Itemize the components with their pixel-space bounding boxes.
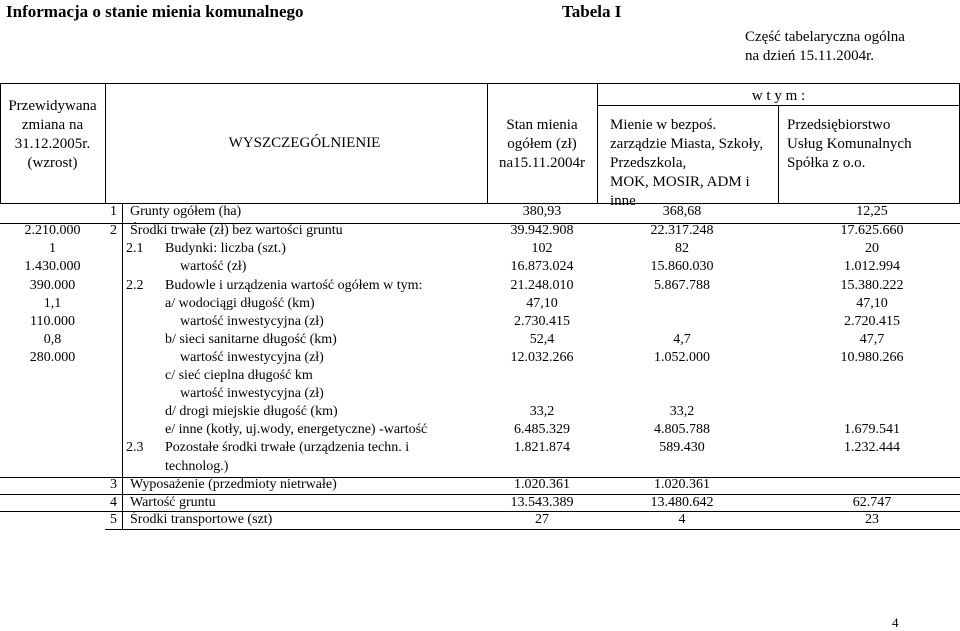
cell-przed: 20 bbox=[865, 241, 879, 256]
cell-forecast: 1 bbox=[49, 241, 56, 256]
cell-desc: Pozostałe środki trwałe (urządzenia techn. i bbox=[165, 440, 410, 455]
cell-mienie: 368,68 bbox=[662, 204, 702, 219]
divider-num bbox=[122, 203, 123, 530]
table-border-top bbox=[0, 83, 960, 84]
cell-mienie: 33,2 bbox=[669, 404, 695, 419]
cell-forecast: 1.430.000 bbox=[24, 259, 81, 274]
cell-state: 6.485.329 bbox=[514, 422, 570, 437]
header-forecast-line: zmiana na bbox=[21, 117, 84, 133]
cell-mienie: 4 bbox=[678, 512, 686, 527]
header-forecast-line: (wzrost) bbox=[27, 155, 78, 171]
cell-num: 4 bbox=[110, 495, 117, 510]
cell-desc: Środki transportowe (szt) bbox=[130, 512, 273, 527]
cell-przed: 23 bbox=[865, 512, 879, 527]
cell-przed: 10.980.266 bbox=[840, 350, 904, 365]
header-mienie-line: zarządzie Miasta, Szkoły, bbox=[610, 136, 764, 152]
header-mienie-line: Przedszkola, bbox=[610, 155, 687, 171]
cell-przed: 62.747 bbox=[852, 495, 892, 510]
cell-desc: c/ sieć cieplna długość km bbox=[165, 368, 313, 383]
cell-forecast: 390.000 bbox=[29, 278, 76, 293]
header-spec: WYSZCZEGÓLNIENIE bbox=[228, 135, 381, 151]
cell-state: 33,2 bbox=[529, 404, 555, 419]
divider-forecast bbox=[105, 83, 106, 203]
summary-line: na dzień 15.11.2004r. bbox=[745, 48, 875, 64]
cell-desc: wartość inwestycyjna (zł) bbox=[180, 314, 324, 329]
cell-state: 13.543.389 bbox=[510, 495, 574, 510]
header-przed-line: Spółka z o.o. bbox=[787, 155, 866, 171]
cell-num: 3 bbox=[110, 477, 117, 492]
divider-przed bbox=[778, 105, 779, 203]
cell-desc: a/ wodociągi długość (km) bbox=[165, 296, 315, 311]
cell-desc: Środki trwałe (zł) bez wartości gruntu bbox=[130, 223, 343, 238]
header-mienie-line: inne bbox=[610, 193, 636, 209]
cell-num: 5 bbox=[110, 512, 117, 527]
header-forecast bbox=[0, 97, 105, 173]
header-forecast-line: Przewidywana bbox=[8, 98, 97, 114]
cell-desc: wartość inwestycyjna (zł) bbox=[180, 386, 324, 401]
cell-desc: technolog.) bbox=[165, 459, 229, 474]
cell-mienie: 22.317.248 bbox=[650, 223, 714, 238]
cell-desc: Wyposażenie (przedmioty nietrwałe) bbox=[130, 477, 337, 492]
header-mienie-line: Mienie w bezpoś. bbox=[610, 117, 717, 133]
header-state-line: na15.11.2004r bbox=[498, 155, 586, 171]
document-title: Informacja o stanie mienia komunalnego bbox=[6, 2, 304, 21]
cell-mienie: 82 bbox=[675, 241, 689, 256]
header-mienie-line: MOK, MOSIR, ADM i bbox=[610, 174, 750, 190]
cell-num: 2 bbox=[110, 223, 117, 238]
cell-mienie: 4.805.788 bbox=[654, 422, 710, 437]
cell-forecast: 280.000 bbox=[29, 350, 76, 365]
cell-state: 27 bbox=[535, 512, 549, 527]
cell-przed: 47,10 bbox=[856, 296, 888, 311]
cell-przed: 47,7 bbox=[859, 332, 885, 347]
cell-przed: 1.012.994 bbox=[844, 259, 900, 274]
cell-num: 1 bbox=[110, 204, 117, 219]
cell-state: 2.730.415 bbox=[514, 314, 570, 329]
cell-state: 1.020.361 bbox=[514, 477, 570, 492]
header-przed-line: Przedsiębiorstwo bbox=[787, 117, 891, 133]
cell-forecast: 1,1 bbox=[43, 296, 62, 311]
cell-mienie: 13.480.642 bbox=[650, 495, 714, 510]
cell-desc: Wartość gruntu bbox=[130, 495, 216, 510]
summary-label bbox=[745, 28, 905, 66]
cell-state: 1.821.874 bbox=[514, 440, 570, 455]
table-title: Tabela I bbox=[562, 2, 622, 21]
cell-state: 16.873.024 bbox=[510, 259, 574, 274]
cell-przed: 2.720.415 bbox=[844, 314, 900, 329]
header-mienie bbox=[610, 116, 778, 211]
header-state-line: ogółem (zł) bbox=[507, 136, 577, 152]
cell-state: 102 bbox=[531, 241, 553, 256]
cell-mienie: 1.052.000 bbox=[654, 350, 710, 365]
cell-sub: 2.1 bbox=[126, 241, 144, 256]
cell-mienie: 5.867.788 bbox=[654, 278, 710, 293]
cell-desc: Budowle i urządzenia wartość ogółem w tym: bbox=[165, 278, 423, 293]
cell-mienie: 1.020.361 bbox=[654, 477, 710, 492]
cell-mienie: 589.430 bbox=[659, 440, 705, 455]
cell-state: 12.032.266 bbox=[510, 350, 574, 365]
cell-forecast: 110.000 bbox=[30, 314, 75, 329]
cell-state: 21.248.010 bbox=[510, 278, 574, 293]
cell-mienie: 15.860.030 bbox=[650, 259, 714, 274]
cell-desc: b/ sieci sanitarne długość (km) bbox=[165, 332, 337, 347]
header-przed-line: Usług Komunalnych bbox=[787, 136, 912, 152]
cell-state: 52,4 bbox=[529, 332, 555, 347]
cell-mienie: 4,7 bbox=[673, 332, 691, 347]
header-state bbox=[487, 116, 597, 173]
header-forecast-line: 31.12.2005r. bbox=[14, 136, 91, 152]
cell-desc: wartość (zł) bbox=[180, 259, 247, 274]
cell-sub: 2.2 bbox=[126, 278, 144, 293]
cell-desc: wartość inwestycyjna (zł) bbox=[180, 350, 324, 365]
cell-przed: 17.625.660 bbox=[840, 223, 904, 238]
cell-przed: 12,25 bbox=[856, 204, 888, 219]
cell-desc: Budynki: liczba (szt.) bbox=[165, 241, 286, 256]
header-wtym: w t y m : bbox=[751, 88, 806, 104]
cell-desc: Grunty ogółem (ha) bbox=[130, 204, 242, 219]
cell-desc: e/ inne (kotły, uj.wody, energetyczne) -wartość bbox=[165, 422, 428, 437]
page-number: 4 bbox=[892, 615, 899, 630]
cell-desc: d/ drogi miejskie długość (km) bbox=[165, 404, 338, 419]
cell-sub: 2.3 bbox=[126, 440, 144, 455]
header-state-line: Stan mienia bbox=[506, 117, 578, 133]
summary-line: Część tabelaryczna ogólna bbox=[745, 29, 905, 45]
cell-state: 380,93 bbox=[522, 204, 562, 219]
header-przed bbox=[787, 116, 957, 173]
cell-forecast: 2.210.000 bbox=[24, 223, 81, 238]
cell-state: 39.942.908 bbox=[510, 223, 574, 238]
cell-state: 47,10 bbox=[526, 296, 558, 311]
cell-przed: 15.380.222 bbox=[840, 278, 904, 293]
cell-przed: 1.679.541 bbox=[844, 422, 900, 437]
cell-przed: 1.232.444 bbox=[844, 440, 900, 455]
cell-forecast: 0,8 bbox=[43, 332, 62, 347]
table-border-bottom bbox=[105, 529, 960, 530]
